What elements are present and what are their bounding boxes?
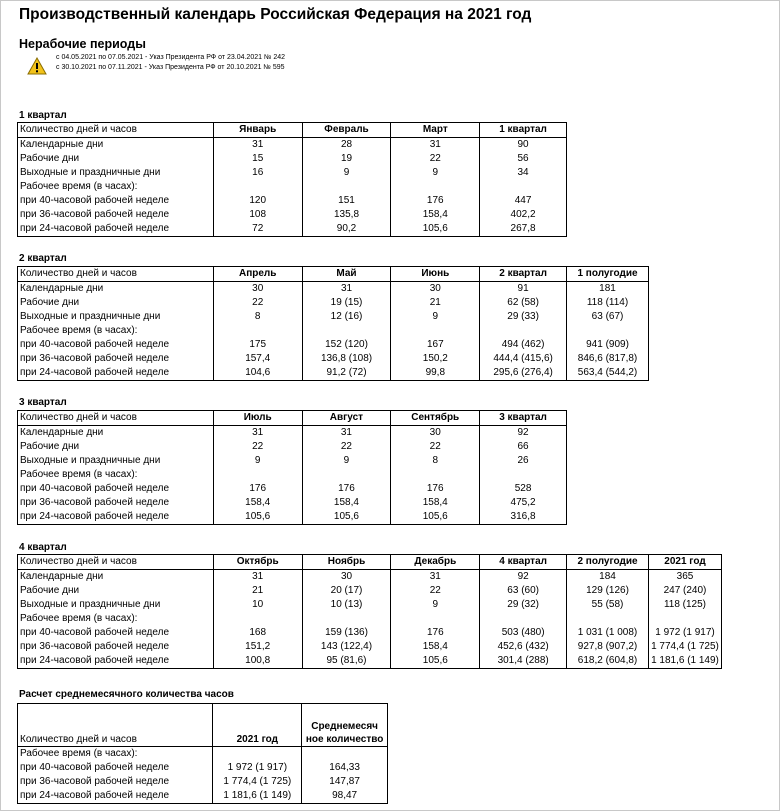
cell-value: 10 [213, 598, 302, 612]
cell-value: 16 [213, 166, 302, 180]
cell-value: 72 [213, 222, 302, 237]
cell-value: 151 [302, 194, 391, 208]
cell-value [648, 612, 721, 626]
table-row [18, 166, 567, 180]
cell-value [302, 468, 391, 482]
cell-value: 475,2 [480, 496, 567, 510]
row-label: Рабочие дни [18, 584, 214, 598]
cell-value [213, 612, 302, 626]
cell-value: 63 (60) [480, 584, 567, 598]
row-label: Рабочие дни [18, 152, 214, 166]
cell-value: 30 [302, 570, 391, 585]
cell-value: 301,4 (288) [480, 654, 567, 669]
table-row [18, 194, 567, 208]
cell-value: 247 (240) [648, 584, 721, 598]
cell-value [213, 180, 302, 194]
cell-value: 136,8 (108) [302, 352, 391, 366]
cell-value: 9 [391, 310, 480, 324]
cell-value: 91 [480, 282, 567, 297]
row-label: при 24-часовой рабочей неделе [18, 510, 214, 525]
cell-value: 181 [567, 282, 649, 297]
cell-value: 19 [302, 152, 391, 166]
row-label: при 36-часовой рабочей неделе [18, 496, 214, 510]
cell-value: 143 (122,4) [302, 640, 391, 654]
period-table [17, 266, 649, 381]
cell-value: 444,4 (415,6) [480, 352, 567, 366]
table-header-row [18, 411, 567, 426]
table-row [18, 138, 567, 153]
column-header: 1 полугодие [567, 267, 649, 282]
cell-value: 176 [213, 482, 302, 496]
nonworking-line: с 04.05.2021 по 07.05.2021 - Указ Президента РФ от 23.04.2021 № 242 [56, 54, 286, 61]
cell-value: 167 [391, 338, 480, 352]
row-label: Рабочее время (в часах): [18, 612, 214, 626]
table-row [18, 640, 722, 654]
cell-value: 31 [391, 570, 480, 585]
cell-value: 22 [391, 440, 480, 454]
table-row [18, 747, 388, 762]
row-label: при 40-часовой рабочей неделе [18, 626, 214, 640]
cell-value: 147,87 [302, 775, 388, 789]
cell-value: 12 (16) [302, 310, 391, 324]
row-label: при 24-часовой рабочей неделе [18, 789, 213, 804]
table-row [18, 208, 567, 222]
cell-value: 563,4 (544,2) [567, 366, 649, 381]
cell-value: 63 (67) [567, 310, 649, 324]
column-header: Июнь [391, 267, 480, 282]
table-row [18, 775, 388, 789]
column-header: Ноябрь [302, 555, 391, 570]
cell-value: 8 [391, 454, 480, 468]
column-header: Среднемесяч ное количество [302, 704, 388, 747]
row-label: Выходные и праздничные дни [18, 598, 214, 612]
cell-value: 150,2 [391, 352, 480, 366]
cell-value [213, 324, 302, 338]
period-table [17, 554, 722, 669]
column-header: Февраль [302, 123, 391, 138]
cell-value [302, 324, 391, 338]
nonworking-line: с 30.10.2021 по 07.11.2021 - Указ Президента РФ от 20.10.2021 № 595 [56, 64, 285, 71]
table-row [18, 352, 649, 366]
cell-value [480, 468, 567, 482]
cell-value: 105,6 [391, 510, 480, 525]
cell-value [567, 324, 649, 338]
cell-value [302, 747, 388, 762]
cell-value: 9 [213, 454, 302, 468]
cell-value: 168 [213, 626, 302, 640]
cell-value: 1 774,4 (1 725) [648, 640, 721, 654]
cell-value: 31 [213, 426, 302, 441]
cell-value: 29 (33) [480, 310, 567, 324]
cell-value: 941 (909) [567, 338, 649, 352]
row-label: при 40-часовой рабочей неделе [18, 194, 214, 208]
cell-value: 22 [213, 296, 302, 310]
table-row [18, 570, 722, 585]
cell-value: 31 [302, 282, 391, 297]
cell-value: 159 (136) [302, 626, 391, 640]
cell-value: 1 031 (1 008) [567, 626, 649, 640]
cell-value [391, 468, 480, 482]
cell-value: 22 [391, 584, 480, 598]
cell-value [567, 612, 649, 626]
table-row [18, 282, 649, 297]
column-header: Декабрь [391, 555, 480, 570]
cell-value: 8 [213, 310, 302, 324]
row-label: при 40-часовой рабочей неделе [18, 761, 213, 775]
label-header: Количество дней и часов [18, 555, 214, 570]
row-label: Календарные дни [18, 138, 214, 153]
cell-value [302, 612, 391, 626]
period-table [17, 410, 567, 525]
row-label: при 24-часовой рабочей неделе [18, 654, 214, 669]
cell-value: 98,47 [302, 789, 388, 804]
cell-value: 176 [302, 482, 391, 496]
cell-value: 34 [480, 166, 567, 180]
table-row [18, 789, 388, 804]
cell-value: 30 [213, 282, 302, 297]
column-header: Август [302, 411, 391, 426]
cell-value: 95 (81,6) [302, 654, 391, 669]
cell-value: 26 [480, 454, 567, 468]
cell-value: 118 (125) [648, 598, 721, 612]
column-header: Июль [213, 411, 302, 426]
row-label: при 36-часовой рабочей неделе [18, 640, 214, 654]
cell-value: 92 [480, 570, 567, 585]
cell-value: 158,4 [213, 496, 302, 510]
table-row [18, 338, 649, 352]
table-row [18, 152, 567, 166]
cell-value: 1 181,6 (1 149) [648, 654, 721, 669]
cell-value: 31 [391, 138, 480, 153]
table-row [18, 654, 722, 669]
cell-value: 151,2 [213, 640, 302, 654]
cell-value: 105,6 [391, 222, 480, 237]
cell-value: 9 [302, 454, 391, 468]
column-header: 3 квартал [480, 411, 567, 426]
cell-value: 1 181,6 (1 149) [213, 789, 302, 804]
cell-value: 158,4 [391, 640, 480, 654]
cell-value [480, 180, 567, 194]
cell-value: 152 (120) [302, 338, 391, 352]
cell-value: 452,6 (432) [480, 640, 567, 654]
warning-icon [27, 57, 47, 75]
cell-value: 118 (114) [567, 296, 649, 310]
cell-value: 30 [391, 426, 480, 441]
table-row [18, 180, 567, 194]
table-row [18, 440, 567, 454]
table-row [18, 222, 567, 237]
cell-value: 129 (126) [567, 584, 649, 598]
table-header-row [18, 267, 649, 282]
row-label: Рабочие дни [18, 440, 214, 454]
cell-value: 105,6 [213, 510, 302, 525]
cell-value: 31 [213, 570, 302, 585]
cell-value: 29 (32) [480, 598, 567, 612]
row-label: Выходные и праздничные дни [18, 454, 214, 468]
column-header: Октябрь [213, 555, 302, 570]
cell-value: 494 (462) [480, 338, 567, 352]
cell-value: 21 [213, 584, 302, 598]
cell-value: 295,6 (276,4) [480, 366, 567, 381]
cell-value: 158,4 [391, 208, 480, 222]
cell-value: 618,2 (604,8) [567, 654, 649, 669]
cell-value: 21 [391, 296, 480, 310]
row-label: Выходные и праздничные дни [18, 310, 214, 324]
cell-value: 9 [391, 166, 480, 180]
table-header-row [18, 555, 722, 570]
row-label: Календарные дни [18, 282, 214, 297]
cell-value: 55 (58) [567, 598, 649, 612]
row-label: Выходные и праздничные дни [18, 166, 214, 180]
table-header-row [18, 123, 567, 138]
row-label: Календарные дни [18, 426, 214, 441]
table-row [18, 612, 722, 626]
cell-value: 158,4 [391, 496, 480, 510]
cell-value: 158,4 [302, 496, 391, 510]
row-label: при 24-часовой рабочей неделе [18, 222, 214, 237]
period-table [17, 703, 388, 804]
cell-value: 99,8 [391, 366, 480, 381]
table-row [18, 496, 567, 510]
column-header: 2 квартал [480, 267, 567, 282]
row-label: при 24-часовой рабочей неделе [18, 366, 214, 381]
cell-value: 10 (13) [302, 598, 391, 612]
column-header: Март [391, 123, 480, 138]
table-row [18, 366, 649, 381]
cell-value: 105,6 [391, 654, 480, 669]
cell-value [391, 180, 480, 194]
table-row [18, 468, 567, 482]
cell-value: 104,6 [213, 366, 302, 381]
cell-value: 157,4 [213, 352, 302, 366]
cell-value [213, 468, 302, 482]
cell-value: 9 [302, 166, 391, 180]
cell-value: 1 972 (1 917) [213, 761, 302, 775]
table-row [18, 584, 722, 598]
cell-value: 1 774,4 (1 725) [213, 775, 302, 789]
row-label: Рабочие дни [18, 296, 214, 310]
row-label: при 36-часовой рабочей неделе [18, 775, 213, 789]
table-row [18, 324, 649, 338]
column-header: 2 полугодие [567, 555, 649, 570]
cell-value: 56 [480, 152, 567, 166]
cell-value: 66 [480, 440, 567, 454]
column-header: Апрель [213, 267, 302, 282]
column-header: 2021 год [648, 555, 721, 570]
cell-value: 176 [391, 626, 480, 640]
cell-value: 31 [302, 426, 391, 441]
section-title: 2 квартал [19, 253, 67, 264]
cell-value: 164,33 [302, 761, 388, 775]
cell-value: 447 [480, 194, 567, 208]
cell-value [480, 612, 567, 626]
row-label: Календарные дни [18, 570, 214, 585]
cell-value: 91,2 (72) [302, 366, 391, 381]
cell-value [480, 324, 567, 338]
section-title: 3 квартал [19, 397, 67, 408]
cell-value: 22 [302, 440, 391, 454]
cell-value: 31 [213, 138, 302, 153]
cell-value: 90,2 [302, 222, 391, 237]
column-header: Май [302, 267, 391, 282]
label-header: Количество дней и часов [18, 267, 214, 282]
table-row [18, 626, 722, 640]
cell-value: 108 [213, 208, 302, 222]
cell-value: 28 [302, 138, 391, 153]
nonworking-heading: Нерабочие периоды [19, 37, 146, 51]
table-row [18, 426, 567, 441]
page-title: Производственный календарь Российская Федерация на 2021 год [19, 6, 532, 23]
row-label: Рабочее время (в часах): [18, 747, 213, 762]
row-label: при 40-часовой рабочей неделе [18, 338, 214, 352]
table-row [18, 482, 567, 496]
cell-value: 365 [648, 570, 721, 585]
column-header: 1 квартал [480, 123, 567, 138]
table-header-row [18, 704, 388, 747]
cell-value: 316,8 [480, 510, 567, 525]
cell-value: 267,8 [480, 222, 567, 237]
cell-value: 927,8 (907,2) [567, 640, 649, 654]
column-header: Январь [213, 123, 302, 138]
cell-value [391, 612, 480, 626]
nonworking-periods [56, 53, 285, 73]
cell-value: 9 [391, 598, 480, 612]
cell-value: 22 [391, 152, 480, 166]
cell-value: 22 [213, 440, 302, 454]
cell-value: 105,6 [302, 510, 391, 525]
table-row [18, 761, 388, 775]
cell-value: 90 [480, 138, 567, 153]
cell-value: 175 [213, 338, 302, 352]
cell-value: 62 (58) [480, 296, 567, 310]
cell-value: 120 [213, 194, 302, 208]
cell-value: 15 [213, 152, 302, 166]
table-row [18, 296, 649, 310]
cell-value: 92 [480, 426, 567, 441]
cell-value: 20 (17) [302, 584, 391, 598]
section-title: 4 квартал [19, 542, 67, 553]
cell-value: 100,8 [213, 654, 302, 669]
cell-value: 1 972 (1 917) [648, 626, 721, 640]
cell-value [302, 180, 391, 194]
table-row [18, 454, 567, 468]
cell-value [391, 324, 480, 338]
cell-value: 135,8 [302, 208, 391, 222]
row-label: при 40-часовой рабочей неделе [18, 482, 214, 496]
row-label: Рабочее время (в часах): [18, 324, 214, 338]
cell-value: 528 [480, 482, 567, 496]
cell-value: 30 [391, 282, 480, 297]
cell-value: 176 [391, 194, 480, 208]
row-label: Рабочее время (в часах): [18, 180, 214, 194]
row-label: Рабочее время (в часах): [18, 468, 214, 482]
cell-value: 176 [391, 482, 480, 496]
section-title: 1 квартал [19, 110, 67, 121]
table-row [18, 598, 722, 612]
column-header: 4 квартал [480, 555, 567, 570]
label-header: Количество дней и часов [18, 704, 213, 747]
cell-value: 846,6 (817,8) [567, 352, 649, 366]
label-header: Количество дней и часов [18, 123, 214, 138]
cell-value: 503 (480) [480, 626, 567, 640]
cell-value: 19 (15) [302, 296, 391, 310]
cell-value: 402,2 [480, 208, 567, 222]
period-table [17, 122, 567, 237]
column-header: 2021 год [213, 704, 302, 747]
section-title: Расчет среднемесячного количества часов [19, 689, 234, 700]
column-header: Сентябрь [391, 411, 480, 426]
cell-value: 184 [567, 570, 649, 585]
row-label: при 36-часовой рабочей неделе [18, 208, 214, 222]
cell-value [213, 747, 302, 762]
row-label: при 36-часовой рабочей неделе [18, 352, 214, 366]
label-header: Количество дней и часов [18, 411, 214, 426]
table-row [18, 310, 649, 324]
table-row [18, 510, 567, 525]
